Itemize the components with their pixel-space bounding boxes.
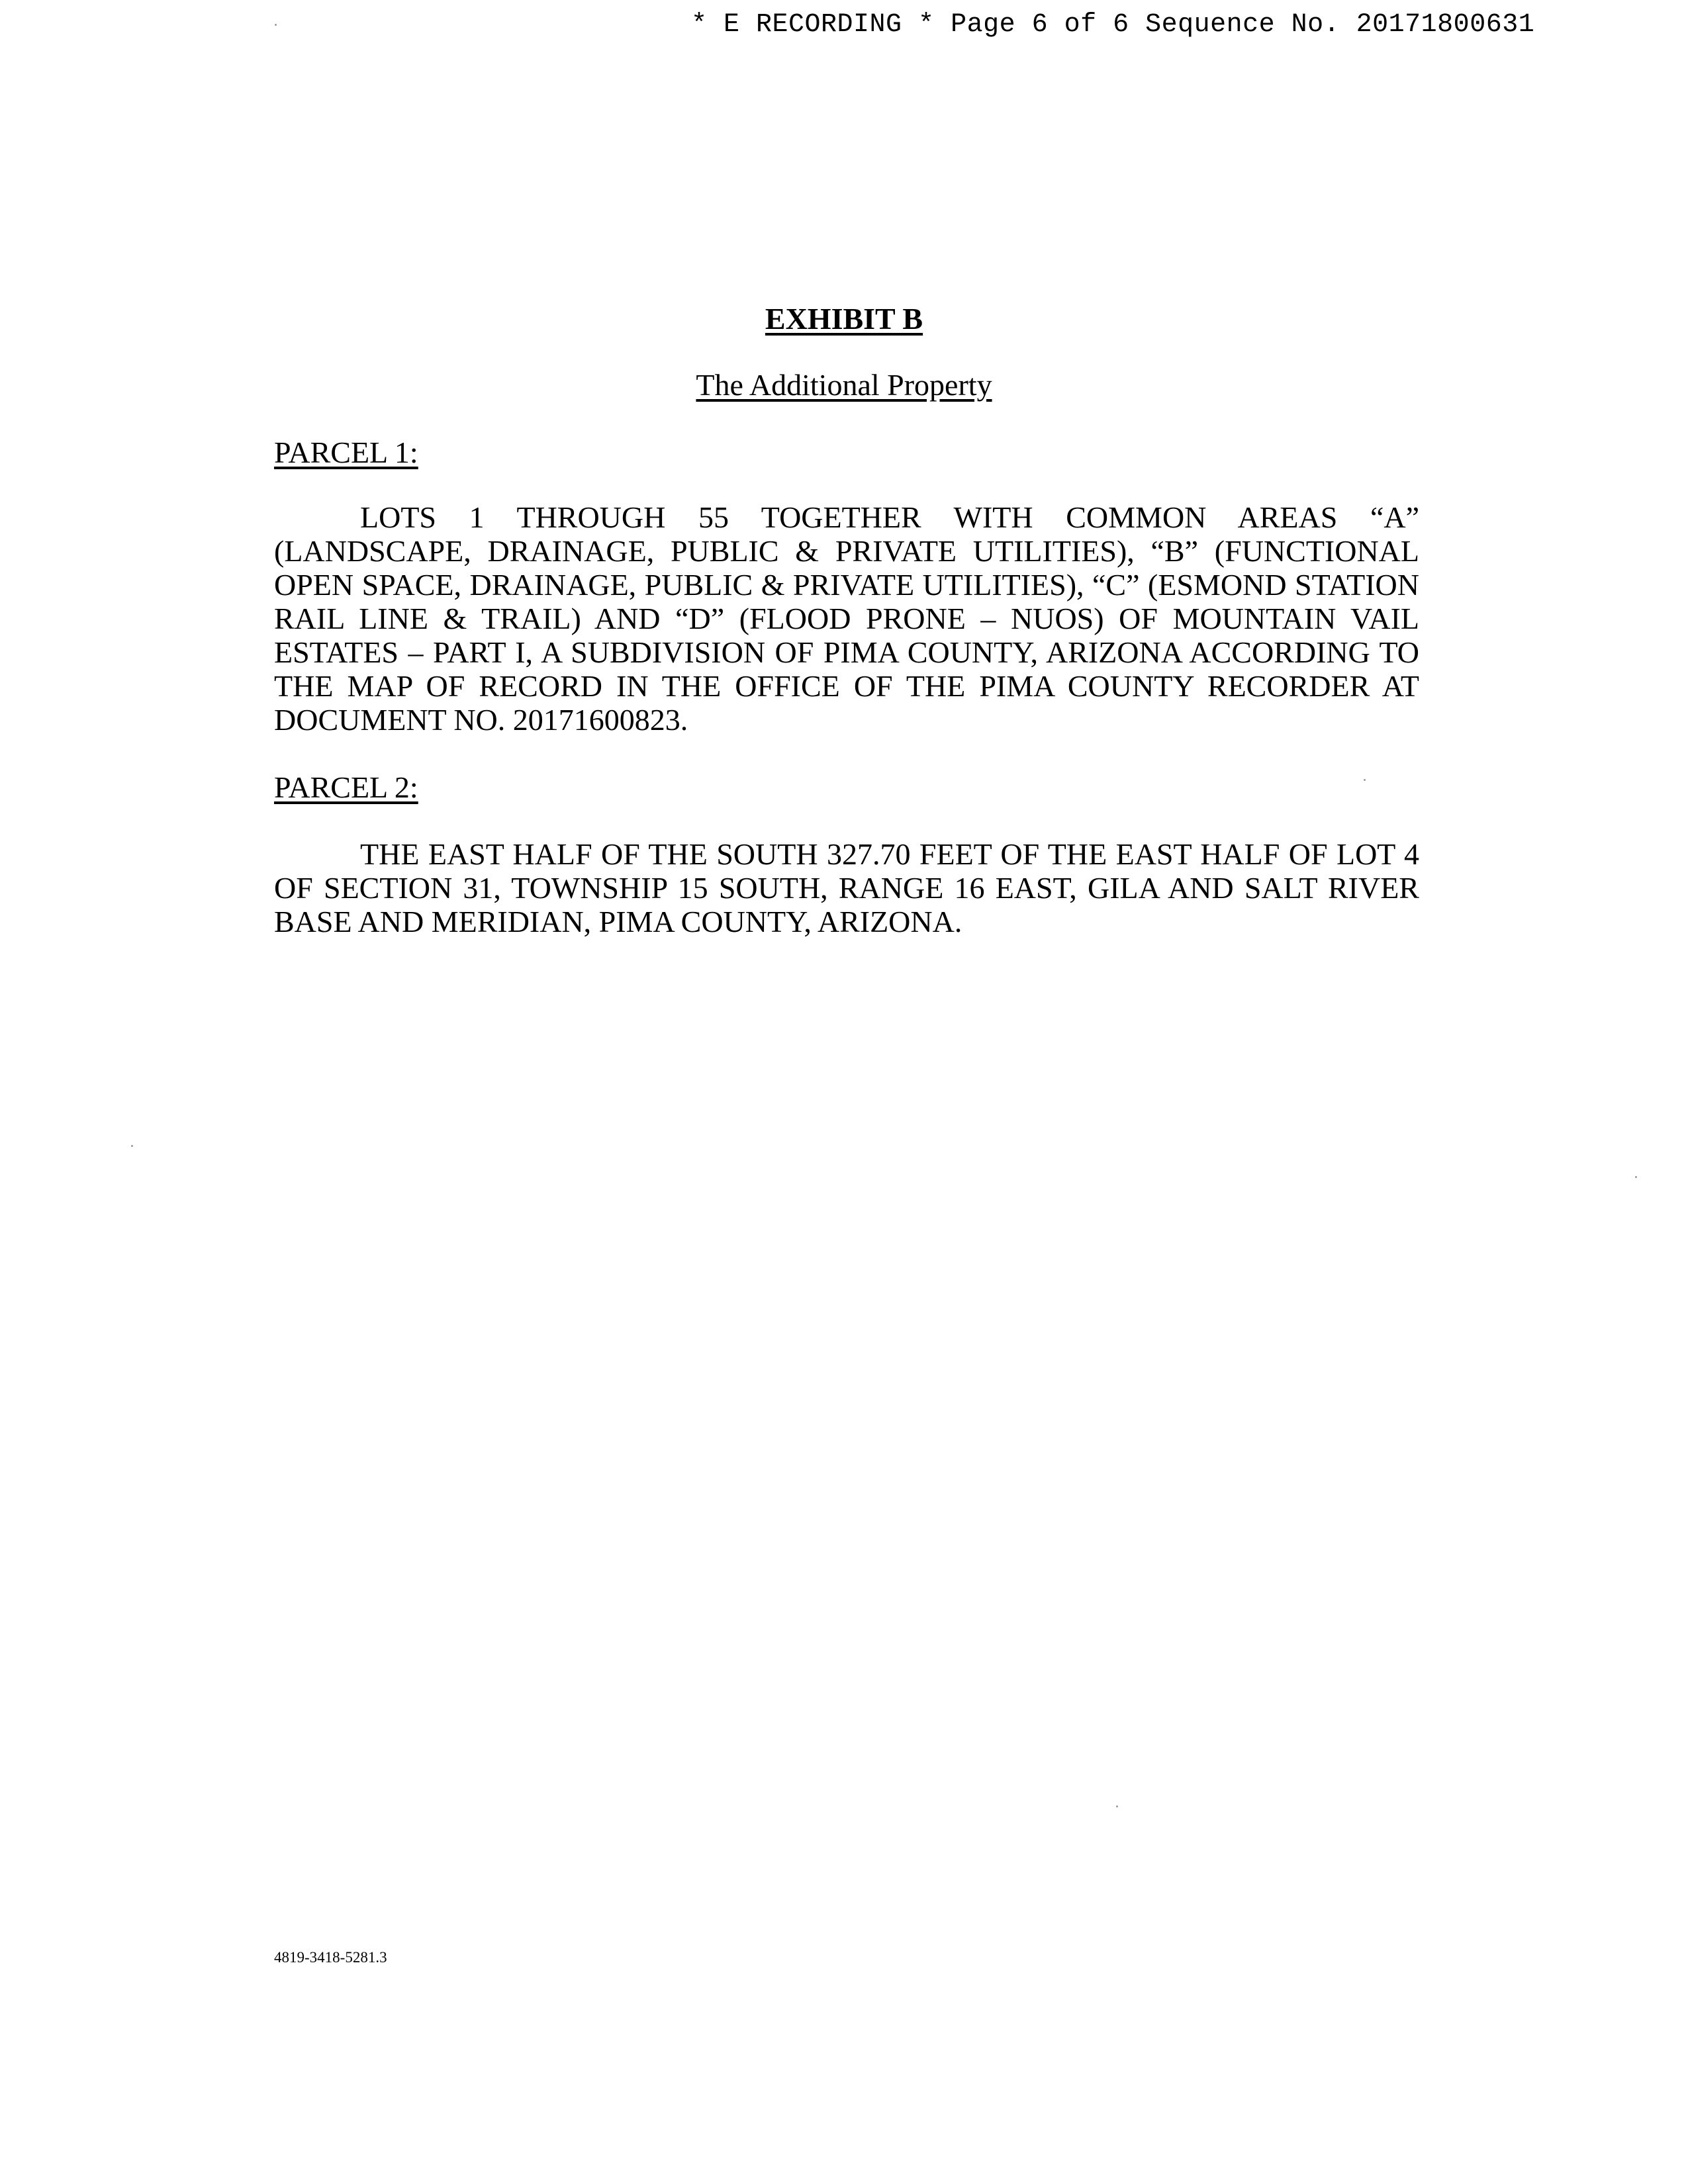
parcel-1-heading: PARCEL 1:: [274, 435, 418, 469]
document-number: 4819-3418-5281.3: [274, 1949, 387, 1966]
exhibit-subtitle: The Additional Property: [696, 368, 992, 402]
recording-header: * E RECORDING * Page 6 of 6 Sequence No. 20171800631: [691, 10, 1535, 40]
scan-speck: [1116, 1805, 1118, 1807]
parcel-2-heading: PARCEL 2:: [274, 770, 418, 804]
scan-speck: [1635, 1176, 1637, 1178]
exhibit-title: EXHIBIT B: [765, 302, 923, 336]
scan-speck: [1364, 779, 1366, 781]
scan-speck: [275, 24, 277, 26]
parcel-2-description: THE EAST HALF OF THE SOUTH 327.70 FEET OF THE EAST HALF OF LOT 4 OF SECTION 31, TOWNSHIP 15 SOUTH, RANGE 16 EAST, GILA AND SALT RIVER BASE AND MERIDIAN, PIMA COUNTY, ARIZONA.: [274, 837, 1419, 938]
scan-speck: [131, 1145, 133, 1147]
parcel-1-description: LOTS 1 THROUGH 55 TOGETHER WITH COMMON AREAS “A” (LANDSCAPE, DRAINAGE, PUBLIC & PRIVATE UTILITIES), “B” (FUNCTIONAL OPEN SPACE, DRAINAGE, PUBLIC & PRIVATE UTILITIES), “C” (ESMOND STATION RAIL LINE & TRAIL) AND “D” (FLOOD PRONE – NUOS) OF MOUNTAIN VAIL ESTATES – PART I, A SUBDIVISION OF PIMA COUNTY, ARIZONA ACCORDING TO THE MAP OF RECORD IN THE OFFICE OF THE PIMA COUNTY RECORDER AT DOCUMENT NO. 20171600823.: [274, 500, 1419, 737]
